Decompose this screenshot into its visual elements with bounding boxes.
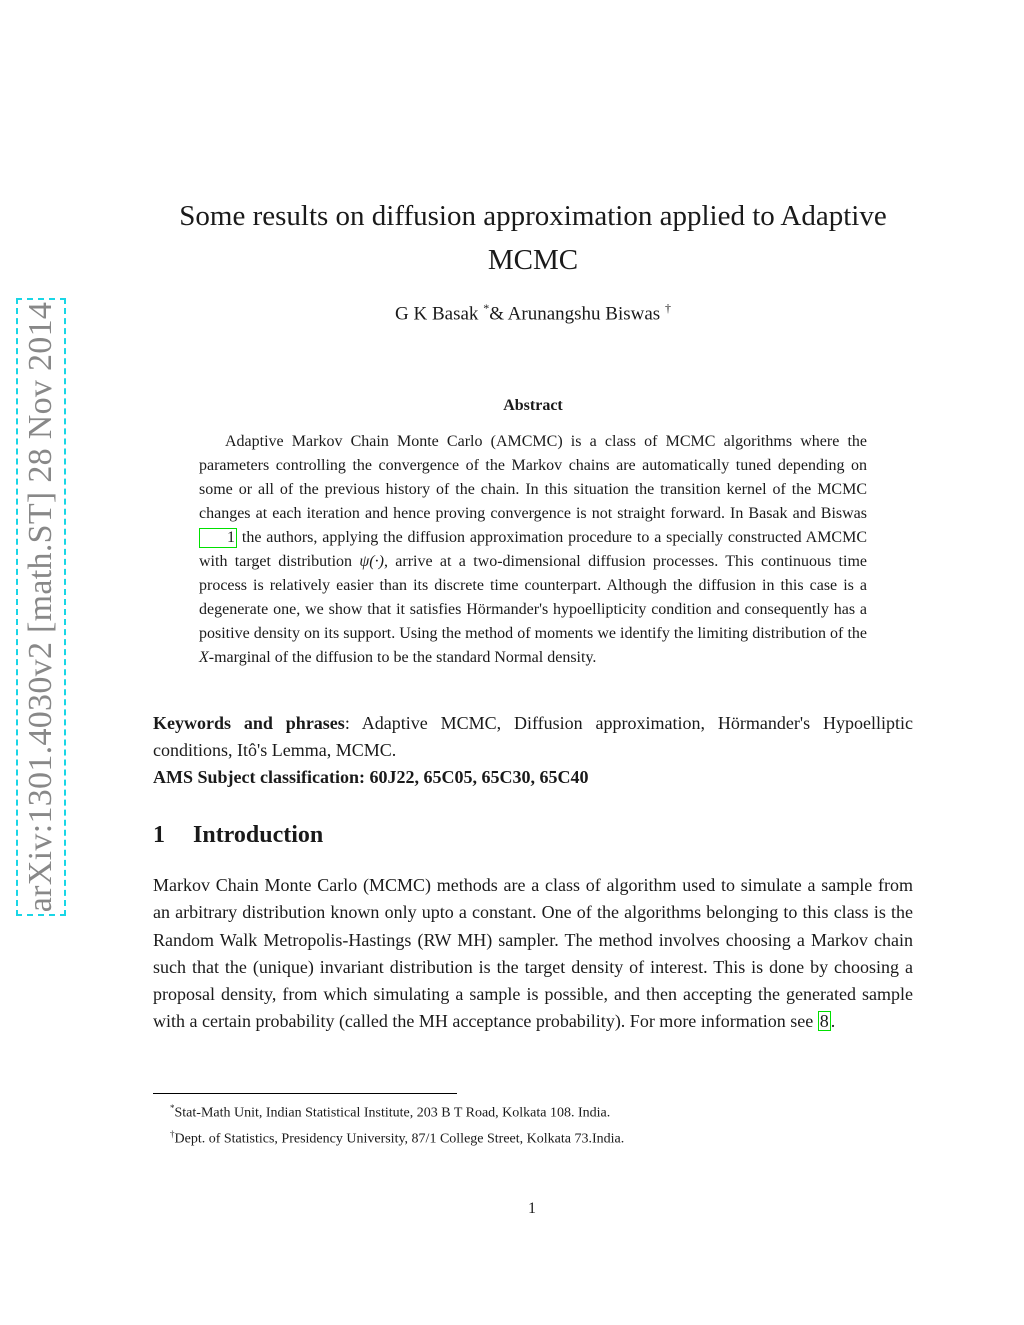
abstract-text-4: -marginal of the diffusion to be the standard Normal density. — [208, 649, 597, 666]
section-heading — [153, 822, 323, 849]
author-1-footnote-mark[interactable]: * — [483, 301, 490, 315]
author-2-footnote-mark[interactable]: † — [664, 301, 671, 315]
page-number: 1 — [528, 1200, 536, 1217]
section-title: Introduction — [193, 822, 324, 848]
footnote-rule — [153, 1093, 457, 1094]
intro-paragraph — [153, 872, 913, 1036]
intro-text: Markov Chain Monte Carlo (MCMC) methods are a class of algorithm used to simulate a sample from an arbitrary distribution known only upto a constant. One of the algorithms belonging to this class is the Random Walk Metropolis-Hastings (RW MH) sampler. The method involves choosing a Markov chain such that the (unique) invariant distribution is the target density of interest. This is done by choosing a proposal density, from which simulating a sample is possible, and then accepting the generated sample with a certain probability (called the MH acceptance probability). For more information see — [153, 875, 913, 1032]
ams-codes: 60J22, 65C05, 65C30, 65C40 — [369, 767, 589, 787]
arxiv-stamp: arXiv:1301.4030v2 [math.ST] 28 Nov 2014 — [22, 301, 59, 913]
author-line — [170, 301, 896, 325]
intro-end: . — [830, 1011, 836, 1032]
abstract-var-x: X — [199, 649, 209, 666]
footnote-2-mark: † — [170, 1128, 175, 1139]
abstract-heading: Abstract — [503, 397, 563, 414]
arxiv-stamp-box — [16, 298, 66, 916]
footnote-1-text: Stat-Math Unit, Indian Statistical Institute, 203 B T Road, Kolkata 108. India. — [174, 1105, 611, 1121]
citation-link-8[interactable]: 8 — [819, 1011, 829, 1032]
keywords-block — [153, 710, 913, 791]
footnote-1-mark: * — [170, 1103, 175, 1113]
abstract-math-psi: ψ(·) — [359, 553, 384, 570]
ams-line — [153, 764, 913, 791]
abstract-text-3: , arrive at a two-dimensional diffusion processes. This continuous time process is relatively easier than its discrete time counterpart. Although the diffusion in this case is a degenerate one, we show that it satisfies Hörmander's hypoellipticity condition and consequently has a positive density on its support. Using the method of moments we identify the limiting distribution of the — [199, 553, 867, 642]
paper-title: Some results on diffusion approximation applied to Adaptive MCMC — [179, 200, 887, 276]
keywords-label: Keywords and phrases — [153, 713, 345, 733]
keywords-line — [153, 710, 913, 764]
abstract-text-2: the authors, applying the diffusion approximation procedure to a specially constructed AMCMC with target distribution — [199, 529, 868, 570]
citation-link-1[interactable]: 1 — [199, 528, 237, 548]
abstract-body — [199, 430, 867, 670]
ams-label: AMS Subject classification: — [153, 767, 365, 787]
author-1: G K Basak — [395, 303, 479, 325]
footnotes — [170, 1098, 624, 1149]
footnote-2 — [170, 1124, 624, 1150]
keywords-text: : Adaptive MCMC, Diffusion approximation, Hörmander's Hypoelliptic conditions, Itô's Lemma, MCMC. — [153, 713, 913, 760]
footnote-2-text: Dept. of Statistics, Presidency University, 87/1 College Street, Kolkata 73.India. — [174, 1131, 625, 1147]
footnote-1 — [170, 1098, 624, 1124]
abstract-text-1: Adaptive Markov Chain Monte Carlo (AMCMC) is a class of MCMC algorithms where the parameters controlling the convergence of the Markov chains are automatically tuned depending on some or all of the previous history of the chain. In this situation the transition kernel of the MCMC changes at each iteration and hence proving convergence is not straight forward. In Basak and Biswas — [199, 433, 867, 522]
author-2: & Arunangshu Biswas — [489, 303, 661, 325]
section-number: 1 — [153, 822, 165, 848]
